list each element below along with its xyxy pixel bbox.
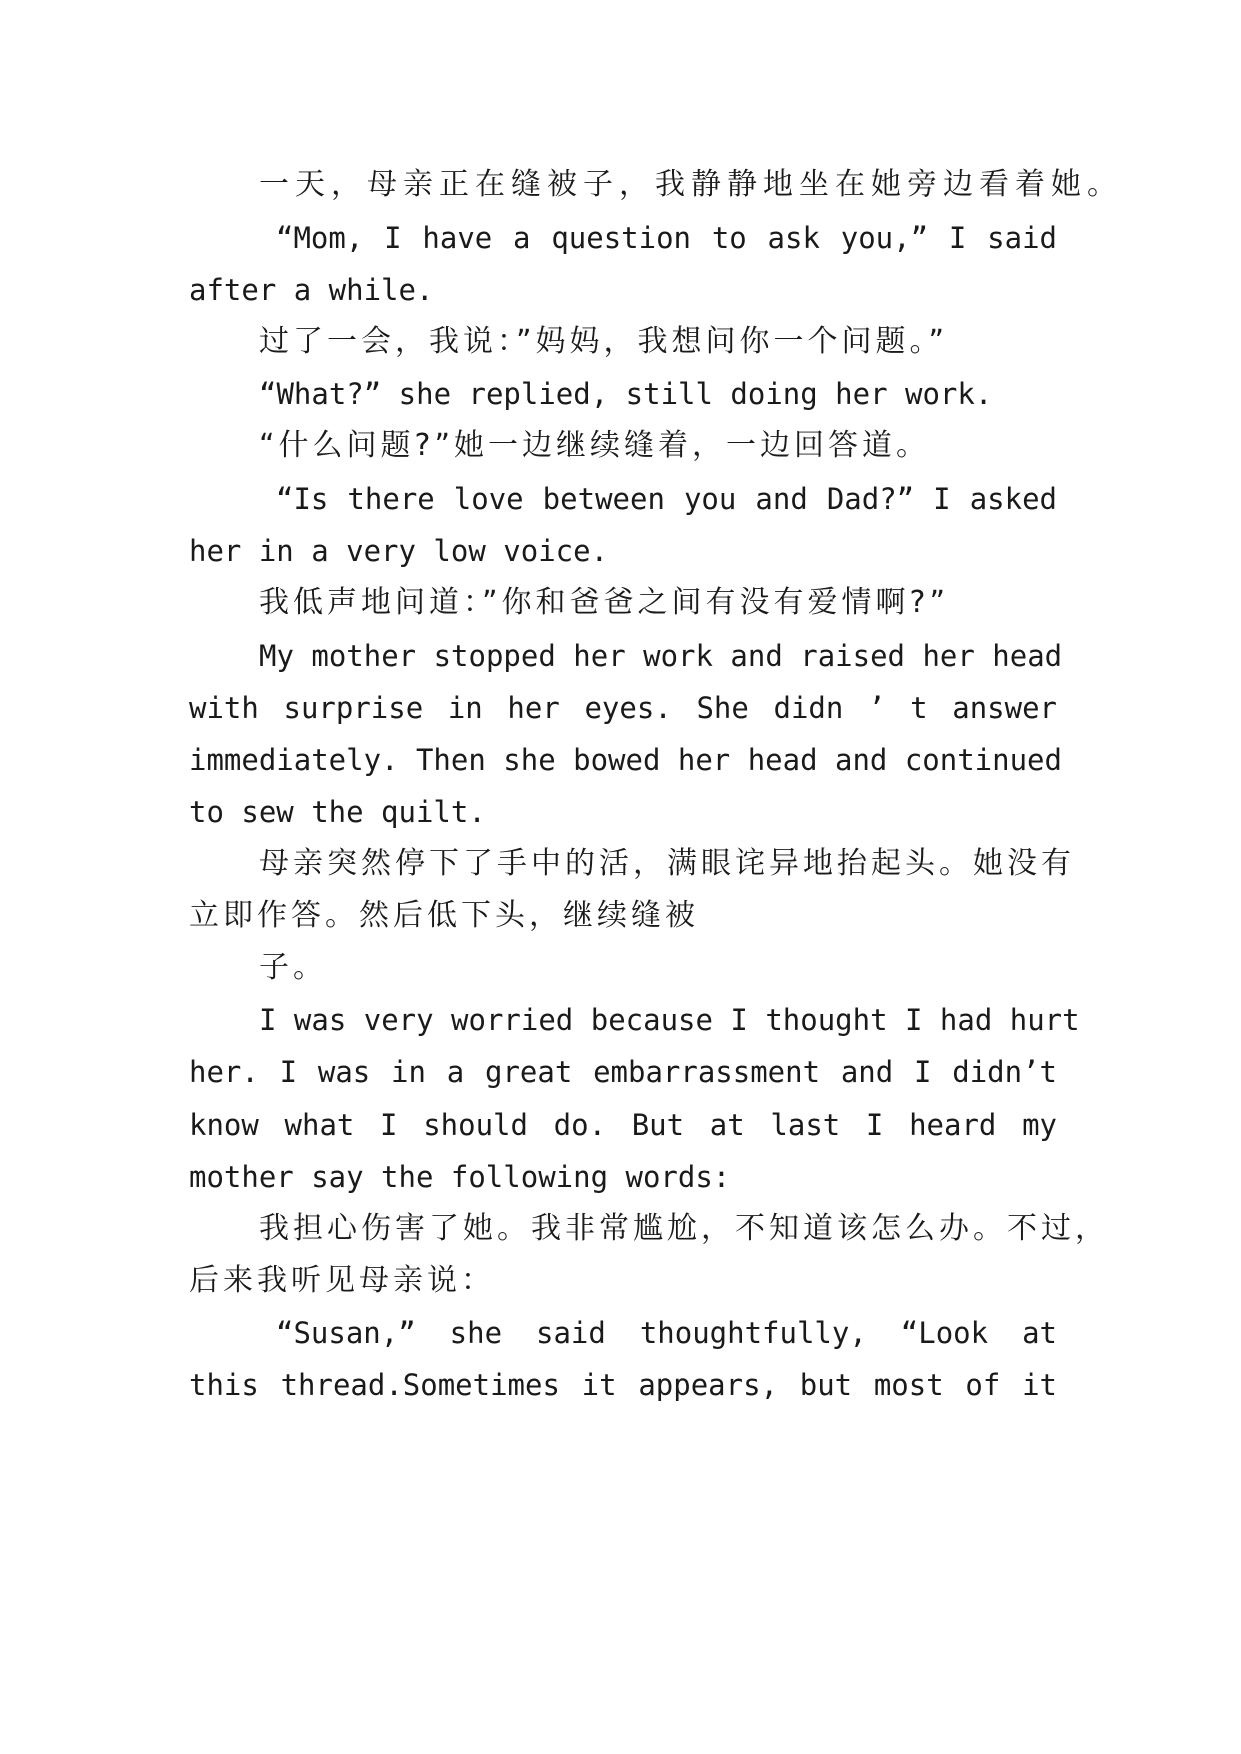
text-line-14: 母亲突然停下了手中的活，满眼诧异地抬起头。她没有 xyxy=(259,846,1075,881)
text-line-6: “什么问题?”她一边继续缝着，一边回答道。 xyxy=(259,428,931,463)
text-line-4: 过了一会，我说：”妈妈，我想问你一个问题。” xyxy=(259,324,949,359)
text-line-5: “What?” she replied, still doing her work. xyxy=(259,377,993,411)
text-line-2: “Mom, I have a question to ask you,” I said xyxy=(276,221,1057,255)
text-line-23: “Susan,” she said thoughtfully, “Look at xyxy=(276,1316,1057,1350)
text-line-15: 立即作答。然后低下头，继续缝被 xyxy=(189,898,699,933)
text-line-12: immediately. Then she bowed her head and continued xyxy=(189,743,1062,777)
text-line-13: to sew the quilt. xyxy=(189,795,486,829)
text-line-21: 我担心伤害了她。我非常尴尬，不知道该怎么办。不过， xyxy=(259,1211,1109,1246)
text-line-7: “Is there love between you and Dad?” I asked xyxy=(276,482,1057,516)
text-line-9: 我低声地问道：”你和爸爸之间有没有爱情啊?” xyxy=(259,585,950,620)
text-line-17: I was very worried because I thought I had hurt xyxy=(259,1003,1080,1037)
text-line-22: 后来我听见母亲说： xyxy=(189,1263,495,1298)
text-line-16: 子。 xyxy=(259,950,327,985)
text-line-20: mother say the following words: xyxy=(189,1160,731,1194)
text-line-3: after a while. xyxy=(189,273,434,307)
text-line-18: her. I was in a great embarrassment and I didn’t xyxy=(189,1055,1057,1089)
text-line-10: My mother stopped her work and raised her head xyxy=(259,639,1063,673)
text-line-1: 一天，母亲正在缝被子，我静静地坐在她旁边看着她。 xyxy=(259,167,1123,202)
text-line-19: know what I should do. But at last I heard my xyxy=(189,1108,1057,1142)
text-line-11: with surprise in her eyes. She didn ’ t answer xyxy=(189,691,1057,725)
text-line-8: her in a very low voice. xyxy=(189,534,609,568)
text-line-24: this thread.Sometimes it appears, but most of it xyxy=(189,1368,1057,1402)
